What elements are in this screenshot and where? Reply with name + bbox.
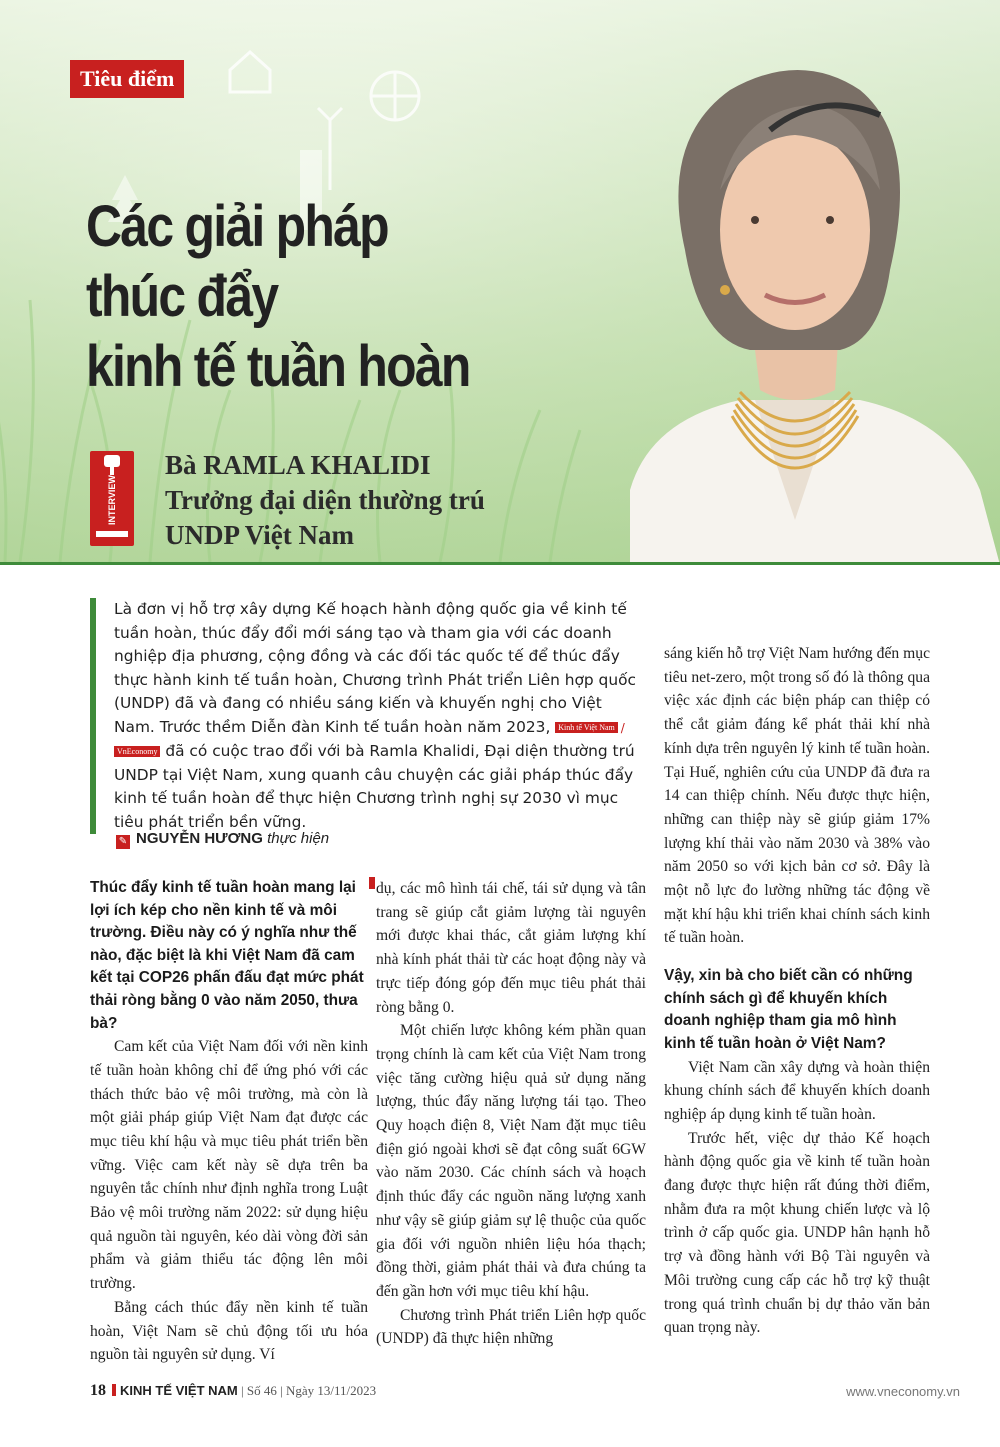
answer-paragraph: Cam kết của Việt Nam đối với nền kinh tế tuần hoàn không chỉ để ứng phó với các thách thức bảo vệ môi trường, mà còn là một giải pháp giúp Việt Nam đạt được các mục tiêu khí hậu và mục tiêu phát triển bền vững. Việc cam kết này sẽ dựa trên ba nguyên tắc chính như định nghĩa trong Luật Bảo vệ môi trường năm 2022: sử dụng hiệu quả nguồn tài nguyên, kéo dài vòng đời sản phẩm và giảm thiểu tác động lên môi trường. bbox=[90, 1038, 368, 1293]
question-2: Vậy, xin bà cho biết cần có những chính sách gì để khuyến khích doanh nghiệp tham gia mô hình kinh tế tuần hoàn ở Việt Nam? bbox=[664, 967, 913, 1052]
page-footer bbox=[90, 1382, 960, 1404]
lead-text-2: đã có cuộc trao đổi với bà Ramla Khalidi, Đại diện thường trú UNDP tại Việt Nam, xung quanh câu chuyện các giải pháp thúc đẩy kinh tế tuần hoàn để thực hiện Chương trình nghị sự 2030 vì mục tiêu phát triển bền vững. bbox=[114, 742, 635, 831]
magazine-name: KINH TẾ VIỆT NAM bbox=[120, 1383, 238, 1398]
answer-paragraph: Việt Nam cần xây dựng và hoàn thiện khung chính sách để khuyến khích doanh nghiệp áp dụng kinh tế tuần hoàn. bbox=[664, 1058, 930, 1123]
answer-paragraph: Trước hết, việc dự thảo Kế hoạch hành động quốc gia về kinh tế tuần hoàn đang được thực hiện rất đúng thời điểm, nhằm đưa ra một khung chiến lược và lộ trình ở cấp quốc gia. UNDP hân hạnh hỗ trợ và đồng hành với Bộ Tài nguyên và Môi trường cung cấp các hỗ trợ kỹ thuật trong quá trình chuẩn bị dự thảo văn bản quan trọng này. bbox=[664, 1129, 930, 1337]
question-1: Thúc đẩy kinh tế tuần hoàn mang lại lợi ích kép cho nền kinh tế và môi trường. Điều này có ý nghĩa như thế nào, đặc biệt là khi Việt Nam đã cam kết tại COP26 phấn đấu đạt mức phát thải ròng bằng 0 vào năm 2050, thưa bà? bbox=[90, 879, 364, 1032]
page-number: 18 bbox=[90, 1382, 106, 1399]
website-link[interactable]: www.vneconomy.vn bbox=[846, 1384, 960, 1399]
byline bbox=[116, 830, 329, 849]
title-line-3: kinh tế tuần hoàn bbox=[86, 334, 470, 399]
pen-icon: ✎ bbox=[116, 835, 130, 849]
lead-text-1: Là đơn vị hỗ trợ xây dựng Kế hoạch hành động quốc gia về kinh tế tuần hoàn, thúc đẩy đổi mới sáng tạo và tham gia với các doanh nghiệp địa phương, cộng đồng và các đối tác quốc tế để thúc đẩy thực hành kinh tế tuần hoàn, Chương trình Phát triển Liên hợp quốc (UNDP) đã và đang có nhiều sáng kiến và khuyến nghị cho Việt Nam. Trước thềm Diễn đàn Kinh tế tuần hoàn năm 2023, bbox=[114, 600, 636, 736]
hero-divider bbox=[0, 562, 1000, 565]
answer-paragraph: sáng kiến hỗ trợ Việt Nam hướng đến mục tiêu net-zero, một trong số đó là thông qua việc xác định các biện pháp can thiệp có thể cắt giảm đáng kể phát thải khí nhà kính dựa trên nguyên lý kinh tế tuần hoàn. Tại Huế, nghiên cứu của UNDP đã đưa ra 14 can thiệp chính. Nếu được thực hiện, những can thiệp này sẽ giúp giảm 17% lượng khí thải vào năm 2030 và 38% vào năm 2050 so với kịch bản cơ sở. Đây là một nỗ lực đo lường những tác động về mặt khí hậu khi triển khai chính sách kinh tế tuần hoàn. bbox=[664, 645, 930, 947]
answer-paragraph: Chương trình Phát triển Liên hợp quốc (UNDP) đã thực hiện những bbox=[376, 1306, 646, 1348]
interviewee-name: Bà RAMLA KHALIDI bbox=[165, 450, 431, 480]
issue-number: Số 46 bbox=[246, 1383, 277, 1398]
footer-separator: | bbox=[240, 1383, 244, 1398]
article-column-1 bbox=[90, 877, 368, 1367]
lead-paragraph bbox=[90, 598, 638, 834]
author-role: thực hiện bbox=[267, 830, 330, 847]
interviewee-org: UNDP Việt Nam bbox=[165, 520, 354, 550]
section-tag: Tiêu điểm bbox=[70, 60, 184, 98]
vneconomy-logo: VnEconomy bbox=[114, 746, 160, 757]
page-title bbox=[86, 192, 516, 402]
answer-paragraph: Một chiến lược không kém phần quan trọng chính là cam kết của Việt Nam trong việc tăng cường hiệu quả sử dụng năng lượng, thúc đẩy năng lượng tái tạo. Theo Quy hoạch điện 8, Việt Nam đặt mục tiêu điện gió ngoài khơi sẽ đạt công suất 6GW vào năm 2030. Các chính sách và hoạch định thúc đẩy các nguồn năng lượng xanh như vậy sẽ giúp giảm sự lệ thuộc của quốc gia đối với nguồn nhiên liệu hóa thạch; đồng thời, giảm phát thải và đưa chúng ta đến gần hơn với mục tiêu khí hậu. bbox=[376, 1022, 646, 1300]
interview-badge-label: INTERVIEW bbox=[107, 475, 117, 525]
article-column-3 bbox=[664, 642, 930, 1340]
issue-date: Ngày 13/11/2023 bbox=[285, 1383, 377, 1398]
column-marker bbox=[369, 877, 375, 889]
article-column-2 bbox=[376, 877, 646, 1351]
title-line-2: thúc đẩy bbox=[86, 264, 278, 329]
interviewee-portrait bbox=[590, 20, 1000, 562]
logo-separator: / bbox=[620, 720, 625, 735]
author-name: NGUYỄN HƯƠNG bbox=[136, 830, 263, 847]
answer-paragraph: Bằng cách thúc đẩy nền kinh tế tuần hoàn, Việt Nam sẽ chủ động tối ưu hóa nguồn tài nguyên sử dụng. Ví bbox=[90, 1298, 368, 1364]
answer-paragraph: dụ, các mô hình tái chế, tái sử dụng và tân trang sẽ giúp cắt giảm lượng tài nguyên mới được khai thác, cắt giảm lượng khí nhà kính phát thải từ các hoạt động này và trực tiếp đóng góp đến mục tiêu phát thải ròng bằng 0. bbox=[376, 880, 646, 1016]
kinh-te-viet-nam-logo: Kinh tế Việt Nam bbox=[555, 722, 617, 733]
interviewee-info bbox=[165, 448, 585, 553]
footer-separator: | bbox=[280, 1383, 283, 1398]
interviewee-title: Trưởng đại diện thường trú bbox=[165, 485, 485, 515]
footer-red-bar bbox=[112, 1384, 116, 1396]
title-line-1: Các giải pháp bbox=[86, 194, 388, 259]
